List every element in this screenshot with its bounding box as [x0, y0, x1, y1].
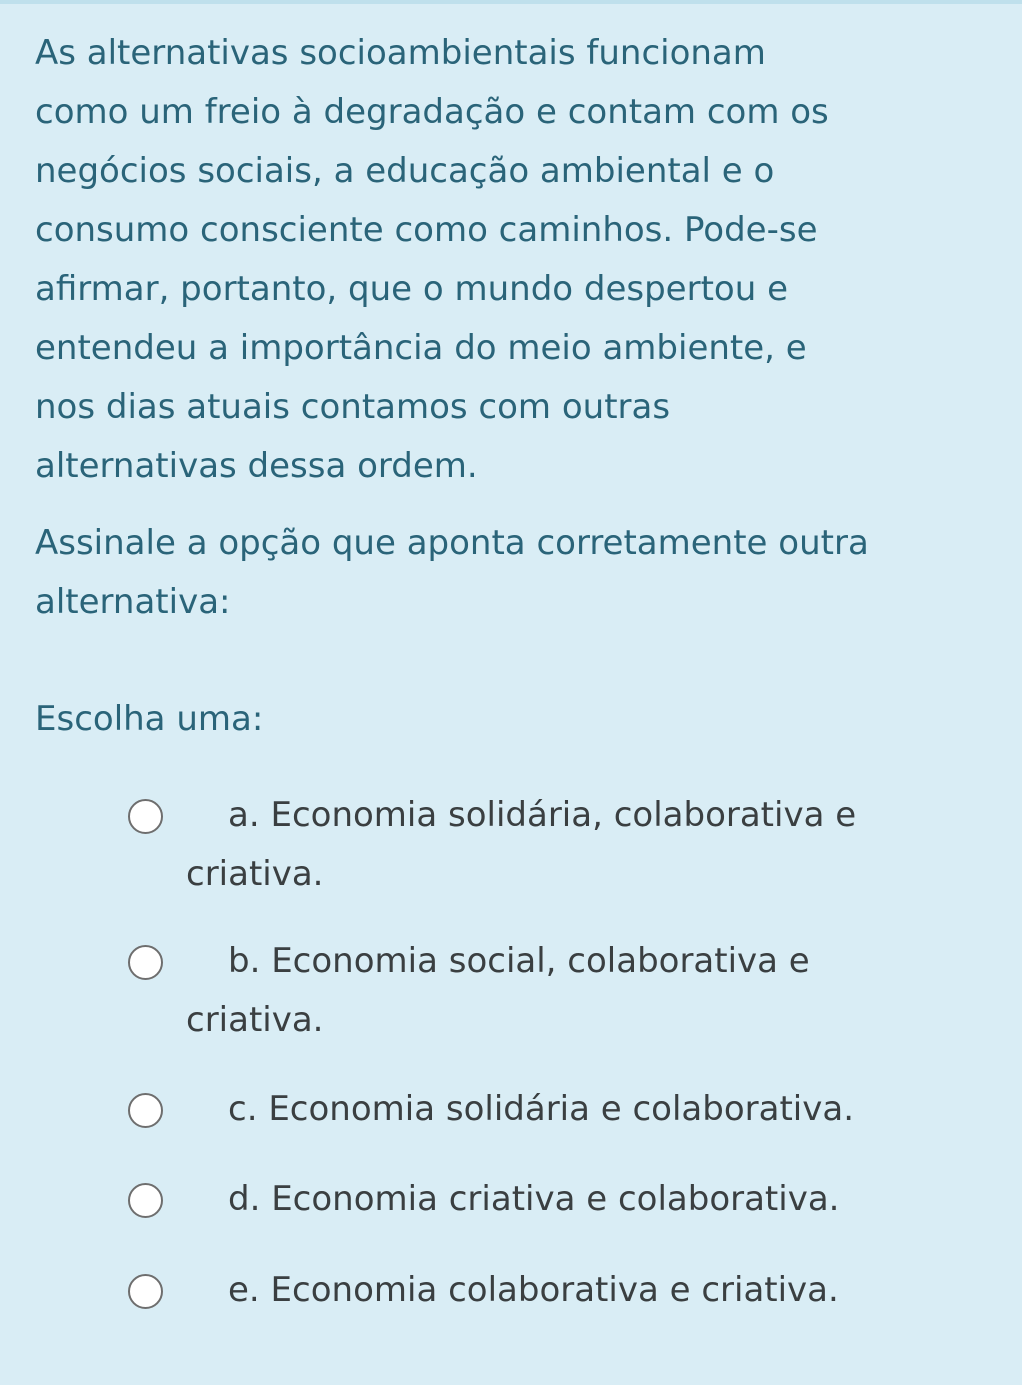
option-line: criativa.: [186, 854, 324, 894]
option-line: Economia solidária, colaborativa e: [270, 795, 857, 835]
option-b[interactable]: [128, 941, 958, 1050]
option-a[interactable]: [128, 795, 958, 904]
option-letter: d.: [228, 1179, 261, 1219]
question-line: alternativas dessa ordem.: [35, 446, 478, 486]
option-letter: c.: [228, 1089, 258, 1129]
option-letter: a.: [228, 795, 260, 835]
radio-button-d[interactable]: [128, 1183, 163, 1218]
question-line: entendeu a importância do meio ambiente, e: [35, 328, 807, 368]
option-e[interactable]: [128, 1270, 958, 1320]
option-line: Economia solidária e colaborativa.: [268, 1089, 854, 1129]
option-line: Economia social, colaborativa e: [271, 941, 810, 981]
option-line: criativa.: [186, 1000, 324, 1040]
option-line: Economia colaborativa e criativa.: [270, 1270, 839, 1310]
instruction-line: Assinale a opção que aponta corretamente outra: [35, 523, 869, 563]
choose-one-prompt: Escolha uma:: [35, 699, 264, 739]
instruction-line: alternativa:: [35, 582, 231, 622]
radio-button-e[interactable]: [128, 1274, 163, 1309]
question-line: consumo consciente como caminhos. Pode-se: [35, 210, 818, 250]
question-panel: [0, 4, 1022, 1385]
option-letter: b.: [228, 941, 261, 981]
radio-button-a[interactable]: [128, 799, 163, 834]
question-line: negócios sociais, a educação ambiental e o: [35, 151, 775, 191]
option-b-text[interactable]: [128, 932, 958, 1050]
option-a-text[interactable]: [128, 786, 958, 904]
option-letter: e.: [228, 1270, 260, 1310]
option-c-text[interactable]: [128, 1080, 958, 1139]
option-c[interactable]: [128, 1089, 958, 1139]
option-line: Economia criativa e colaborativa.: [271, 1179, 840, 1219]
question-line: como um freio à degradação e contam com os: [35, 92, 829, 132]
radio-button-b[interactable]: [128, 945, 163, 980]
option-e-text[interactable]: [128, 1261, 958, 1320]
option-d-text[interactable]: [128, 1170, 958, 1229]
question-line: As alternativas socioambientais funcionam: [35, 33, 766, 73]
question-line: afirmar, portanto, que o mundo despertou e: [35, 269, 788, 309]
question-line: nos dias atuais contamos com outras: [35, 387, 671, 427]
question-text: [35, 24, 1000, 496]
radio-button-c[interactable]: [128, 1093, 163, 1128]
question-instruction: [35, 514, 1000, 632]
option-d[interactable]: [128, 1179, 958, 1229]
